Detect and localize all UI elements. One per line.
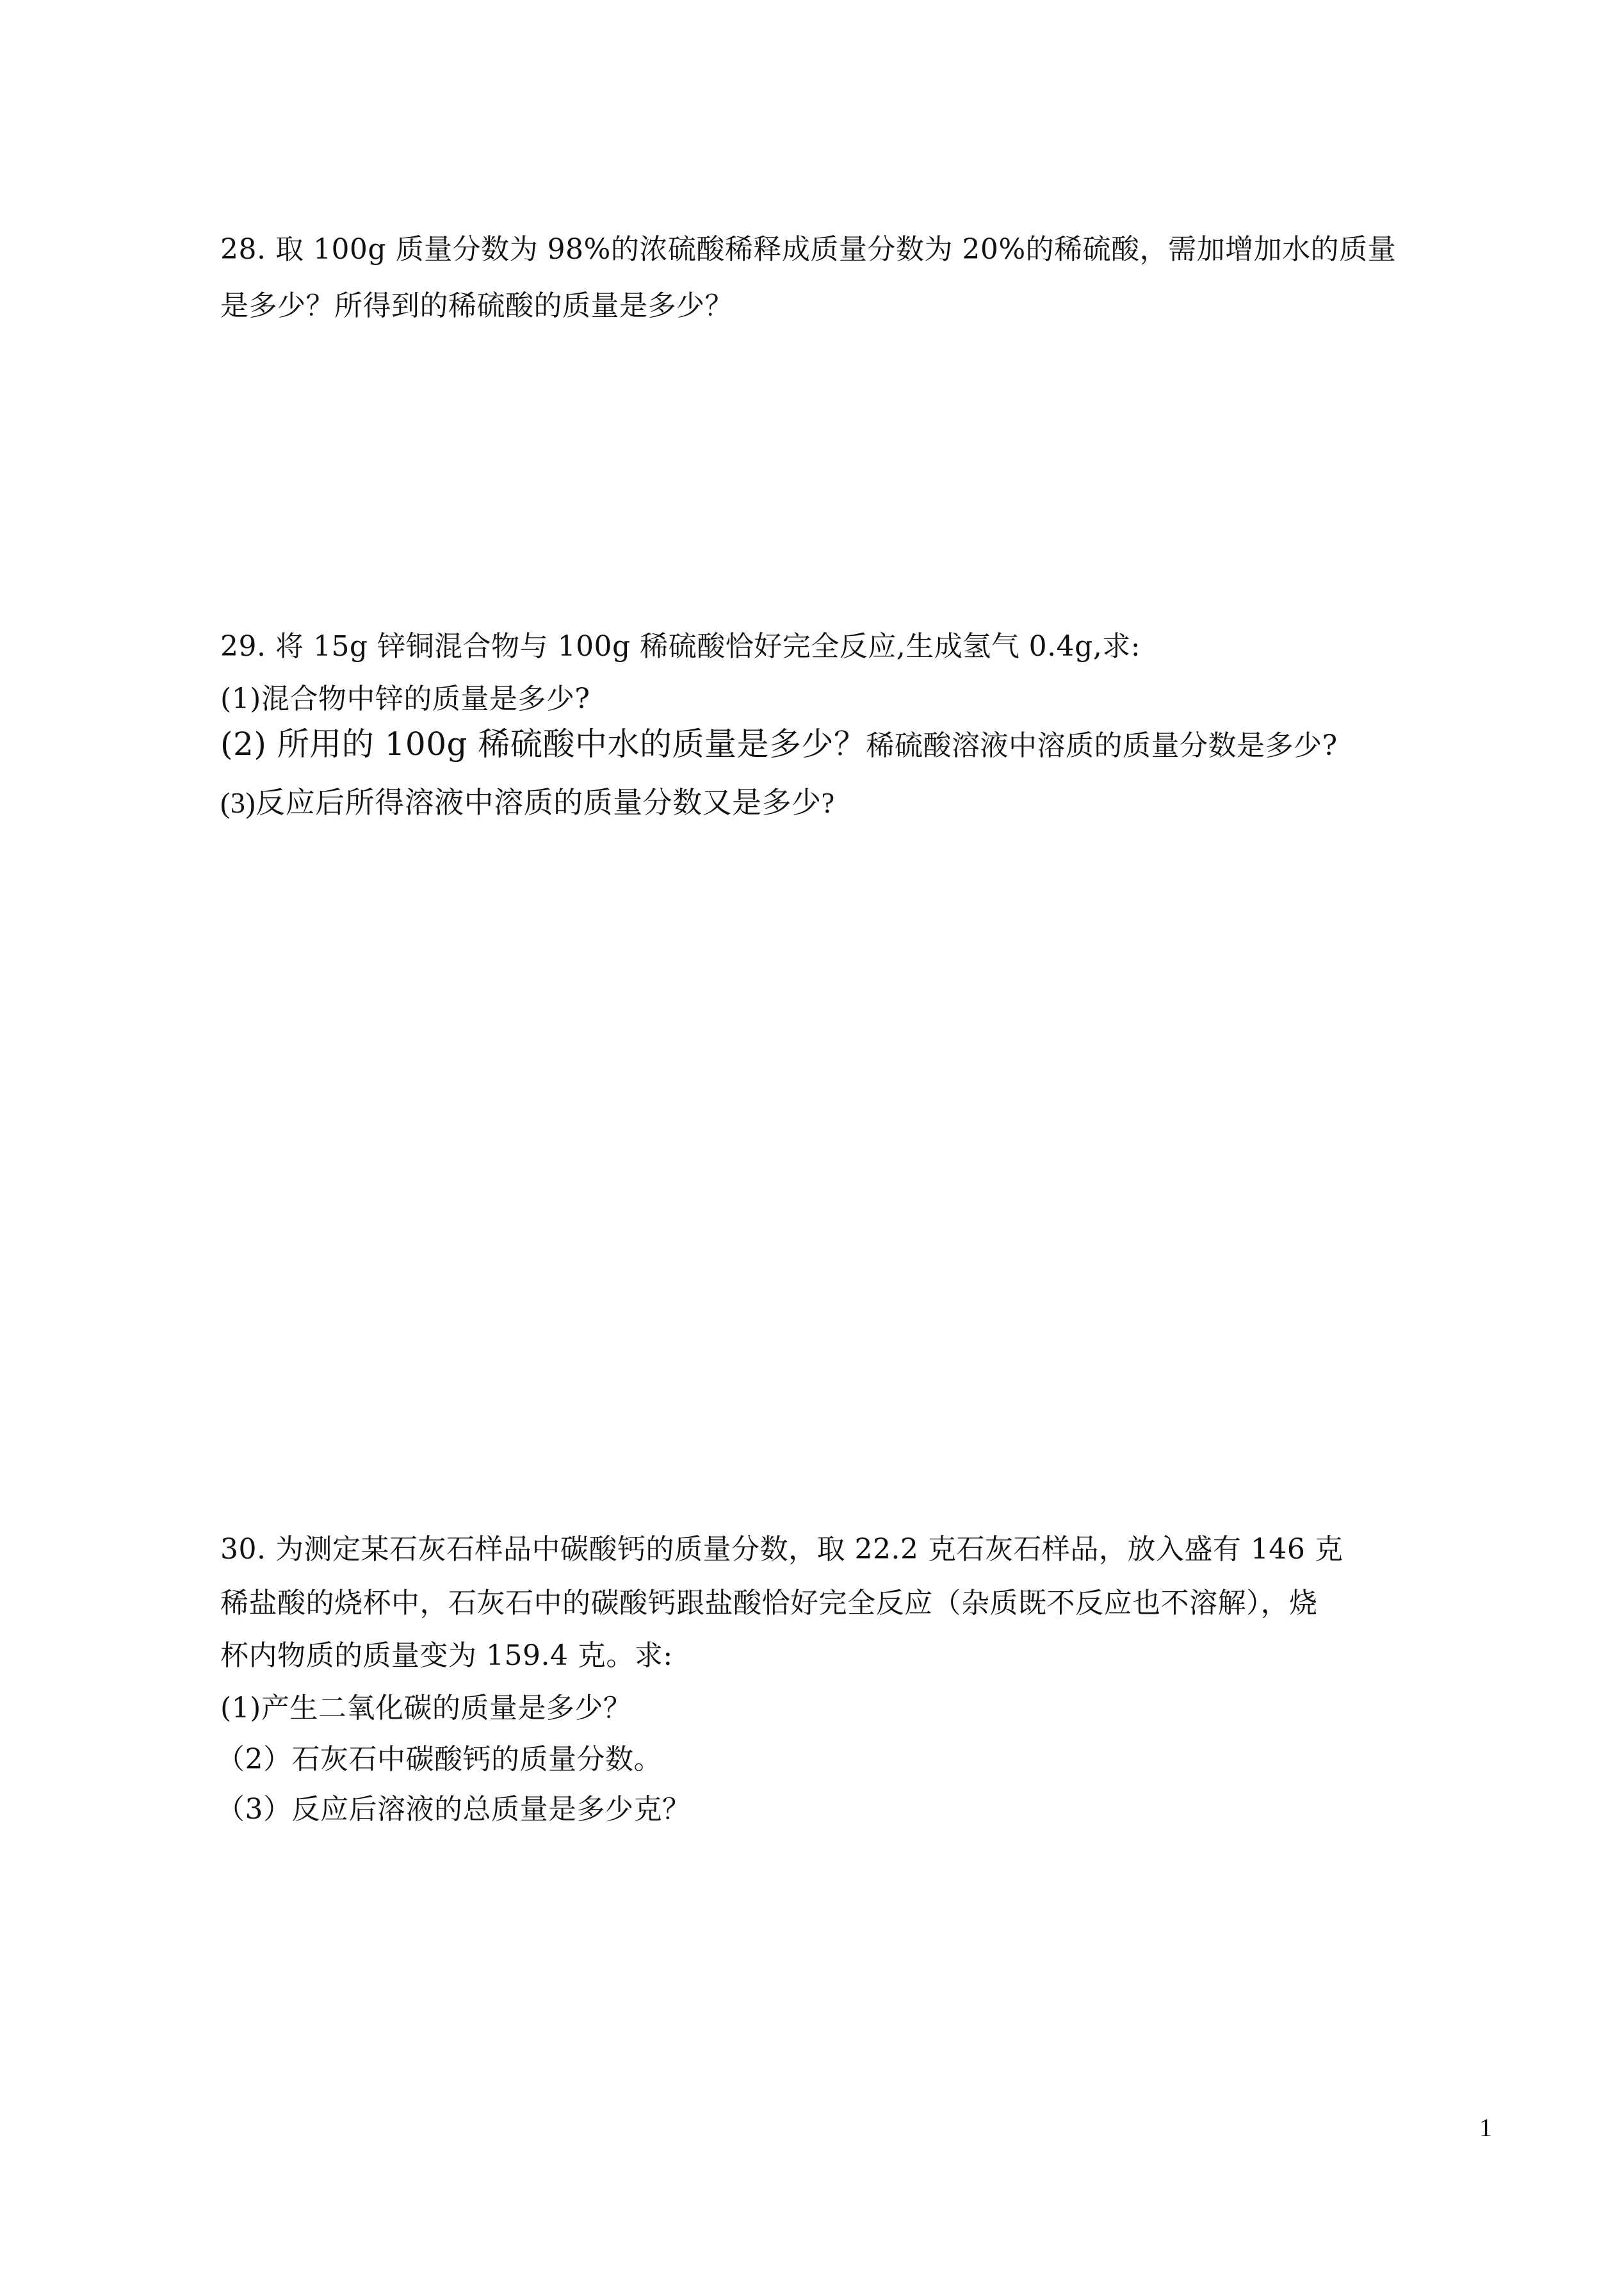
question-29-line-4: (3)反应后所得溶液中溶质的质量分数又是多少? (220, 786, 835, 819)
question-28-line-2: 是多少？所得到的稀硫酸的质量是多少？ (220, 289, 733, 322)
question-29-line-3-part-2: 稀硫酸溶液中溶质的质量分数是多少? (866, 729, 1338, 762)
question-30-line-3: 杯内物质的质量变为 159.4 克。求: (220, 1639, 673, 1672)
question-30-line-2: 稀盐酸的烧杯中，石灰石中的碳酸钙跟盐酸恰好完全反应（杂质既不反应也不溶解），烧 (220, 1587, 1318, 1619)
question-30-line-5: （2）石灰石中碳酸钙的质量分数。 (216, 1743, 662, 1776)
question-29-line-3 (220, 726, 1338, 764)
question-28-line-1: 28. 取 100g 质量分数为 98%的浓硫酸稀释成质量分数为 20%的稀硫酸，需加增加水的质量 (220, 233, 1397, 266)
question-30-line-1: 30. 为测定某石灰石样品中碳酸钙的质量分数，取 22.2 克石灰石样品，放入盛有 146 克 (220, 1533, 1344, 1566)
question-30-line-6: （3）反应后溶液的总质量是多少克？ (216, 1793, 691, 1826)
question-29-line-2: (1)混合物中锌的质量是多少? (220, 683, 590, 715)
question-29-line-1: 29. 将 15g 锌铜混合物与 100g 稀硫酸恰好完全反应,生成氢气 0.4g,求: (220, 630, 1141, 663)
question-30-line-4: (1)产生二氧化碳的质量是多少？ (220, 1692, 632, 1724)
question-29-line-3-part-1: (2) 所用的 100g 稀硫酸中水的质量是多少？ (220, 726, 866, 763)
page-number: 1 (1479, 2113, 1492, 2142)
